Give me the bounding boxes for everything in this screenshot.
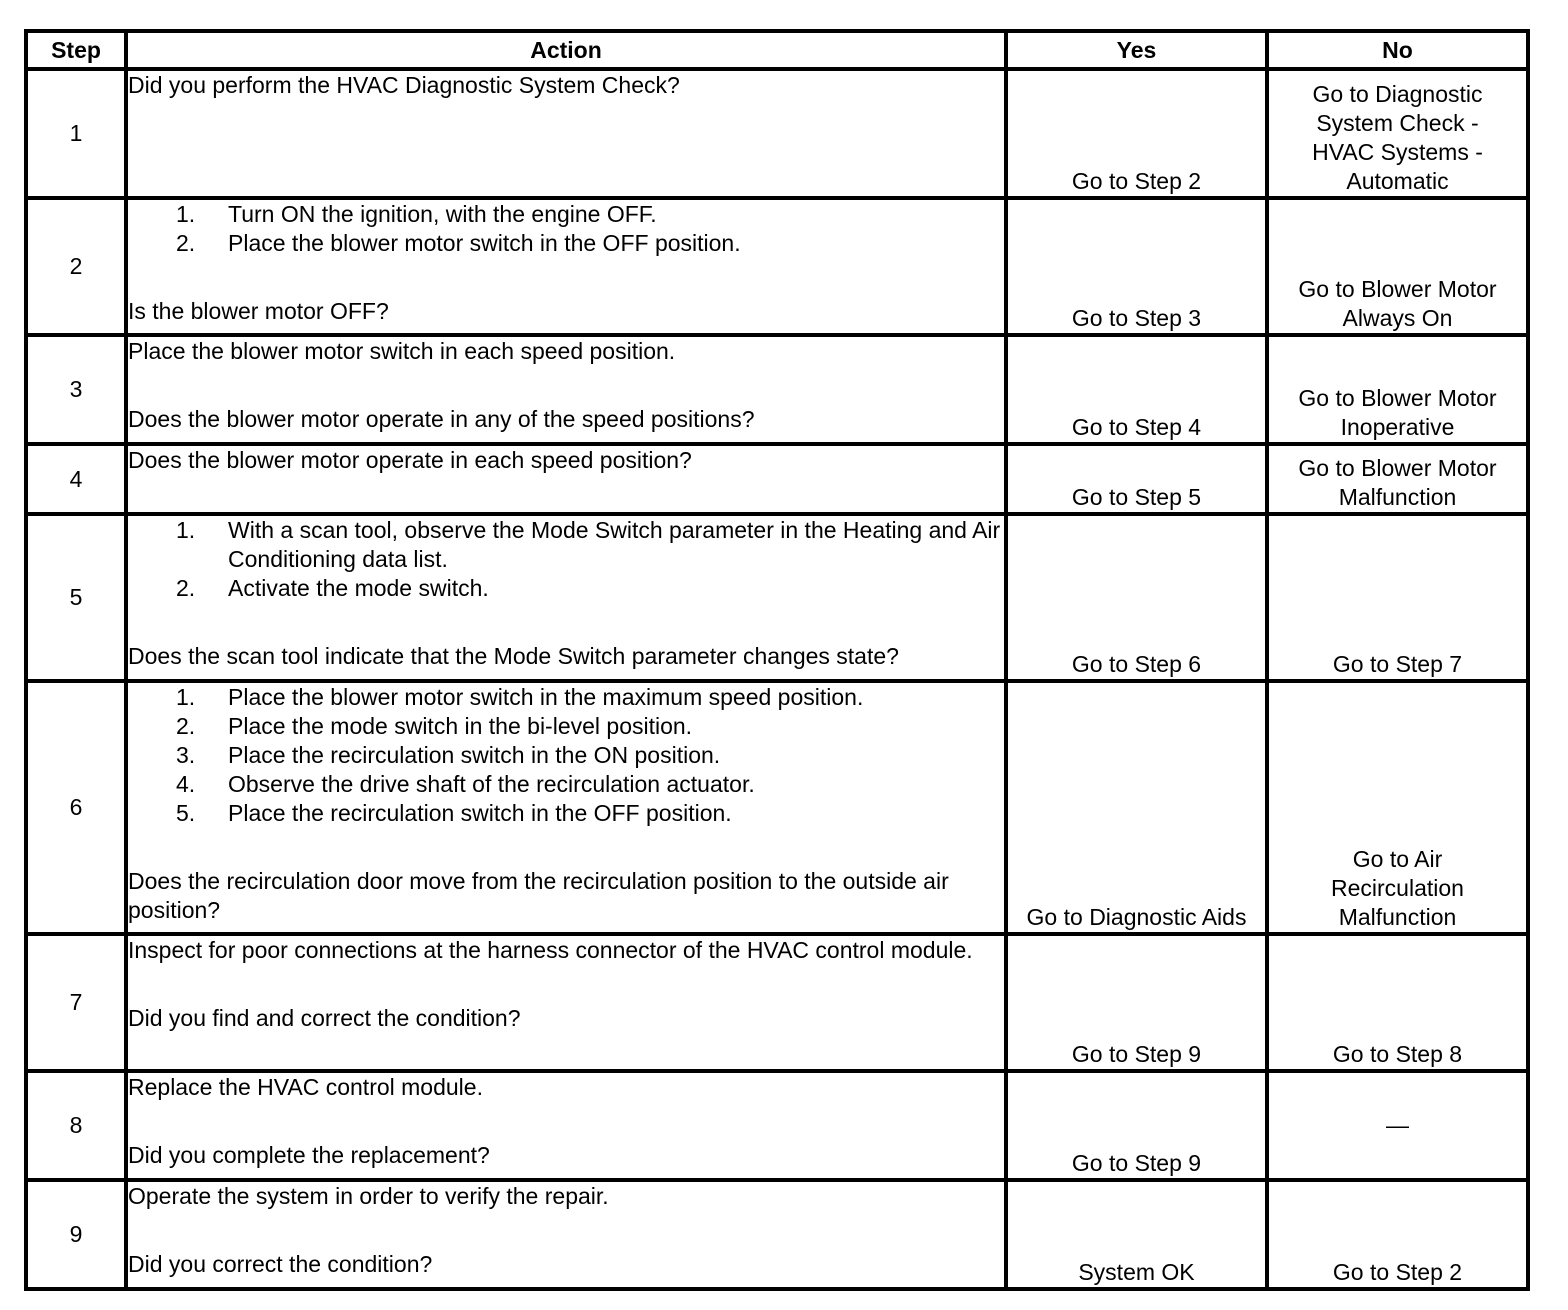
- table-row: [26, 335, 1528, 444]
- action-question: Did you complete the replacement?: [128, 1142, 490, 1168]
- step-number: 6: [26, 681, 126, 934]
- no-line: Recirculation: [1331, 875, 1464, 901]
- action-instruction: Inspect for poor connections at the harness connector of the HVAC control module.: [128, 937, 973, 963]
- step-number: 3: [26, 335, 126, 444]
- action-cell: [126, 444, 1006, 514]
- diagnostic-table: [24, 29, 1530, 1291]
- yes-cell: Go to Step 9: [1006, 934, 1267, 1071]
- table-row: [26, 514, 1528, 681]
- yes-cell: Go to Diagnostic Aids: [1006, 681, 1267, 934]
- yes-cell: Go to Step 5: [1006, 444, 1267, 514]
- action-instruction: Replace the HVAC control module.: [128, 1074, 483, 1100]
- action-question: Is the blower motor OFF?: [128, 298, 389, 324]
- action-cell: [126, 681, 1006, 934]
- table-row: [26, 69, 1528, 198]
- action-step-item: [128, 712, 1004, 741]
- action-question: Did you find and correct the condition?: [128, 1005, 521, 1031]
- no-cell: [1267, 198, 1528, 335]
- action-cell: [126, 1071, 1006, 1180]
- no-cell: Go to Step 7: [1267, 514, 1528, 681]
- step-item-number: 2.: [176, 713, 196, 739]
- step-item-number: 4.: [176, 771, 196, 797]
- step-item-text: Place the blower motor switch in the OFF position.: [228, 230, 741, 256]
- step-number: 7: [26, 934, 126, 1071]
- action-question: Does the recirculation door move from the recirculation position to the outside air position?: [128, 868, 949, 923]
- no-cell: [1267, 69, 1528, 198]
- table-row: [26, 444, 1528, 514]
- step-item-text: Place the recirculation switch in the OFF position.: [228, 800, 732, 826]
- table-row: [26, 1180, 1528, 1289]
- step-item-text: Place the blower motor switch in the maximum speed position.: [228, 684, 864, 710]
- header-row: [26, 31, 1528, 69]
- step-item-number: 2.: [176, 230, 196, 256]
- action-steps: [128, 516, 1004, 603]
- step-item-text: Place the recirculation switch in the ON position.: [228, 742, 721, 768]
- yes-cell: Go to Step 2: [1006, 69, 1267, 198]
- yes-cell: Go to Step 9: [1006, 1071, 1267, 1180]
- action-cell: [126, 69, 1006, 198]
- header-no: No: [1267, 31, 1528, 69]
- no-line: Malfunction: [1338, 904, 1457, 930]
- no-cell: —: [1267, 1071, 1528, 1180]
- no-line: System Check -: [1316, 110, 1479, 136]
- action-question: Does the scan tool indicate that the Mode Switch parameter changes state?: [128, 643, 899, 669]
- step-number: 4: [26, 444, 126, 514]
- header-step: Step: [26, 31, 126, 69]
- action-cell: [126, 934, 1006, 1071]
- yes-cell: Go to Step 6: [1006, 514, 1267, 681]
- no-line: HVAC Systems -: [1312, 139, 1483, 165]
- no-line: Malfunction: [1338, 484, 1457, 510]
- no-line: Inoperative: [1340, 414, 1455, 440]
- action-steps: [128, 683, 1004, 828]
- no-line: Always On: [1342, 305, 1453, 331]
- step-item-number: 1.: [176, 684, 196, 710]
- header-yes: Yes: [1006, 31, 1267, 69]
- no-line: Go to Air: [1352, 846, 1443, 872]
- no-cell: Go to Step 8: [1267, 934, 1528, 1071]
- action-step-item: [128, 516, 1004, 574]
- step-item-text: With a scan tool, observe the Mode Switch parameter in the Heating and Air Conditioning data list.: [228, 517, 1001, 572]
- step-number: 5: [26, 514, 126, 681]
- step-item-number: 1.: [176, 201, 196, 227]
- step-number: 9: [26, 1180, 126, 1289]
- step-number: 1: [26, 69, 126, 198]
- no-cell: [1267, 681, 1528, 934]
- step-item-number: 5.: [176, 800, 196, 826]
- action-question: Does the blower motor operate in any of the speed positions?: [128, 406, 755, 432]
- action-step-item: [128, 683, 1004, 712]
- table-row: [26, 934, 1528, 1071]
- action-step-item: [128, 574, 1004, 603]
- action-instruction: Does the blower motor operate in each speed position?: [128, 447, 692, 473]
- action-step-item: [128, 770, 1004, 799]
- action-question: Did you correct the condition?: [128, 1251, 433, 1277]
- step-item-text: Place the mode switch in the bi-level position.: [228, 713, 693, 739]
- step-item-number: 3.: [176, 742, 196, 768]
- no-cell: [1267, 444, 1528, 514]
- action-instruction: Operate the system in order to verify the repair.: [128, 1183, 609, 1209]
- no-line: Automatic: [1346, 168, 1449, 194]
- table-row: [26, 198, 1528, 335]
- action-instruction: Did you perform the HVAC Diagnostic System Check?: [128, 72, 680, 98]
- step-item-text: Turn ON the ignition, with the engine OFF.: [228, 201, 657, 227]
- step-item-text: Observe the drive shaft of the recirculation actuator.: [228, 771, 755, 797]
- no-line: Go to Blower Motor: [1298, 455, 1497, 481]
- action-cell: [126, 1180, 1006, 1289]
- no-line: Go to Blower Motor: [1298, 385, 1497, 411]
- step-item-text: Activate the mode switch.: [228, 575, 489, 601]
- step-number: 8: [26, 1071, 126, 1180]
- action-step-item: [128, 229, 1004, 258]
- action-cell: [126, 514, 1006, 681]
- table-row: [26, 681, 1528, 934]
- no-cell: [1267, 335, 1528, 444]
- table-row: [26, 1071, 1528, 1180]
- action-step-item: [128, 799, 1004, 828]
- action-instruction: Place the blower motor switch in each speed position.: [128, 338, 676, 364]
- no-line: Go to Diagnostic: [1312, 81, 1483, 107]
- no-cell: Go to Step 2: [1267, 1180, 1528, 1289]
- action-step-item: [128, 200, 1004, 229]
- action-cell: [126, 198, 1006, 335]
- action-step-item: [128, 741, 1004, 770]
- yes-cell: Go to Step 4: [1006, 335, 1267, 444]
- header-action: Action: [126, 31, 1006, 69]
- step-item-number: 1.: [176, 517, 196, 543]
- action-cell: [126, 335, 1006, 444]
- yes-cell: Go to Step 3: [1006, 198, 1267, 335]
- action-steps: [128, 200, 1004, 258]
- step-item-number: 2.: [176, 575, 196, 601]
- step-number: 2: [26, 198, 126, 335]
- no-line: Go to Blower Motor: [1298, 276, 1497, 302]
- yes-cell: System OK: [1006, 1180, 1267, 1289]
